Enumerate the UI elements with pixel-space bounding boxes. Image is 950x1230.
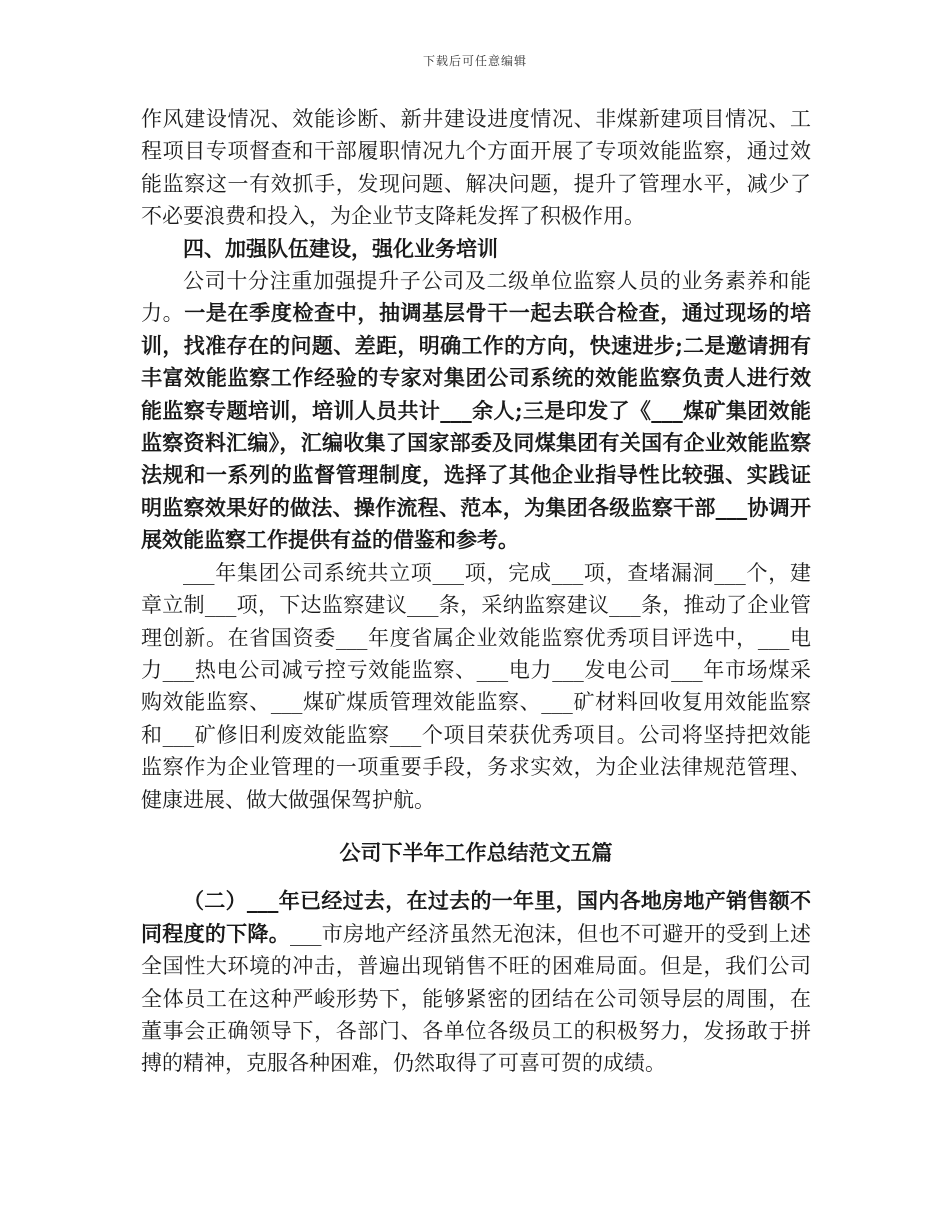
- document-title: 公司下半年工作总结范文五篇: [339, 839, 613, 865]
- paragraph-summary-normal: ___市房地产经济虽然无泡沫，但也不可避开的受到上述全国性大环境的冲击，普遍出现销售不旺的困难局面。但是，我们公司全体员工在这种严峻形势下，能够紧密的团结在公司领导层的周围，在董事会正确领导下，各部门、各单位各级员工的积极努力，发扬敢于拼搏的精神，克服各种困难，仍然取得了可喜可贺的成绩。: [141, 921, 811, 1076]
- paragraph-training: [141, 265, 811, 557]
- paragraph-statistics: ___年集团公司系统共立项___项，完成___项，查堵漏洞___个，建章立制___项，下达监察建议___条，采纳监察建议___条，推动了企业管理创新。在省国资委___年度省属企业效能监察优秀项目评选中，___电力___热电公司减亏控亏效能监察、___电力___发电公司___年市场煤采购效能监察、___煤矿煤质管理效能监察、___矿材料回收复用效能监察和___矿修旧利废效能监察___个项目荣获优秀项目。公司将坚持把效能监察作为企业管理的一项重要手段，务求实效，为企业法律规范管理、健康进展、做大做强保驾护航。: [141, 560, 811, 812]
- paragraph-summary-bold: （二）___年已经过去，在过去的一年里，国内各地房地产销售额不同程度的下降。: [141, 888, 811, 946]
- page-header-note: 下载后可任意编辑: [422, 54, 527, 68]
- paragraph-continuation: 作风建设情况、效能诊断、新井建设进度情况、非煤新建项目情况、工程项目专项督查和干部履职情况九个方面开展了专项效能监察，通过效能监察这一有效抓手，发现问题、解决问题，提升了管理水平，减少了不必要浪费和投入，为企业节支降耗发挥了积极作用。: [141, 107, 811, 229]
- section-heading-four: 四、加强队伍建设，强化业务培训: [183, 235, 498, 261]
- paragraph-training-intro: 公司十分注重加强提升子公司及二级单位监察人员的业务素养和能力。: [141, 269, 811, 326]
- paragraph-training-bold: 一是在季度检查中，抽调基层骨干一起去联合检查，通过现场的培训，找准存在的问题、差距，明确工作的方向，快速进步;二是邀请拥有丰富效能监察工作经验的专家对集团公司系统的效能监察负责人进行效能监察专题培训，培训人员共计___余人;三是印发了《___煤矿集团效能监察资料汇编》，汇编收集了国家部委及同煤集团有关国有企业效能监察法规和一系列的监督管理制度，选择了其他企业指导性比较强、实践证明监察效果好的做法、操作流程、范本，为集团各级监察干部___协调开展效能监察工作提供有益的借鉴和参考。: [141, 300, 812, 553]
- document-body: [141, 103, 811, 1080]
- paragraph-summary: [141, 885, 811, 1079]
